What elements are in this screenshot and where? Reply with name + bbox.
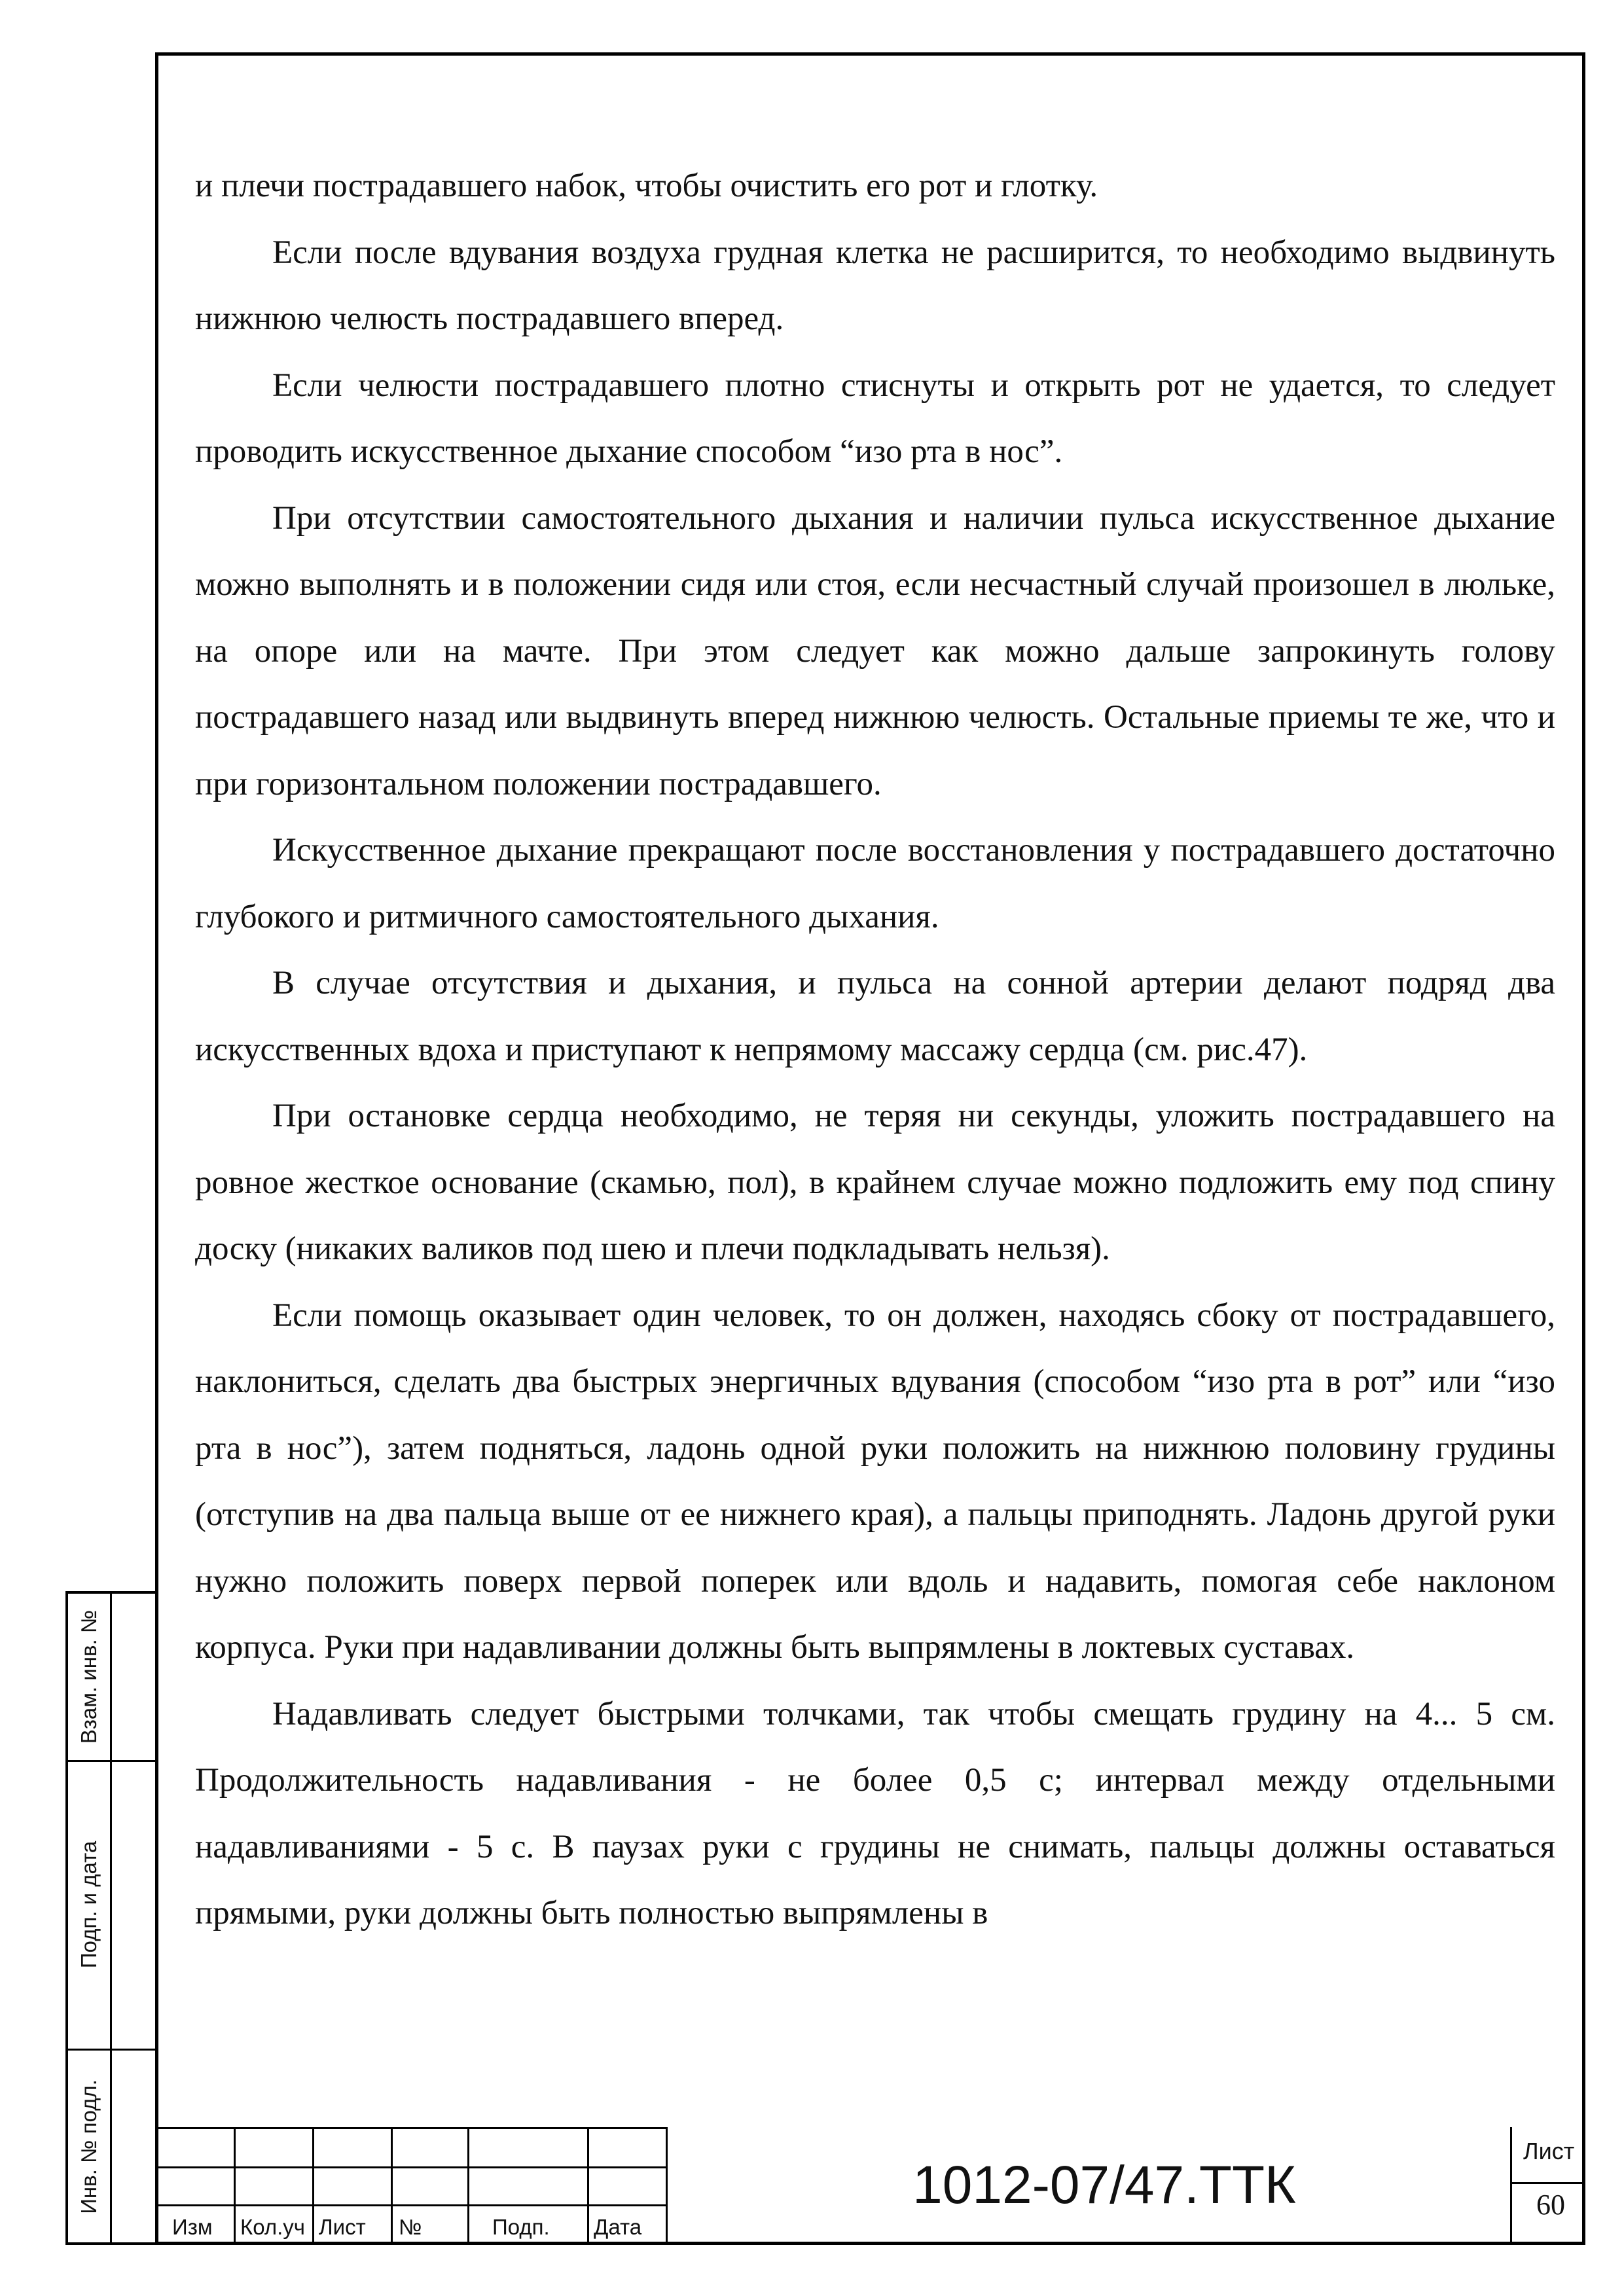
col-change: Изм bbox=[172, 2215, 213, 2239]
side-stamp-divider bbox=[110, 1594, 112, 2242]
title-block-line bbox=[467, 2127, 469, 2245]
col-quantity: Кол.уч bbox=[240, 2215, 305, 2239]
paragraph: При отсутствии самостоятельного дыхания и наличии пульса искусственное дыхание можно выполнять и в положении сидя или стоя, если несчастный случай произошел в люльке, на опоре или на мачте. При этом следует как можно дальше запрокинуть голову пострадавшего назад или выдвинуть вперед нижнюю челюсть. Остальные приемы те же, что и при горизонтальном положении пострадавшего. bbox=[195, 499, 1555, 802]
col-date: Дата bbox=[594, 2215, 642, 2239]
side-stamp bbox=[65, 1591, 155, 2245]
sheet-label: Лист bbox=[1523, 2138, 1575, 2164]
document-id: 1012-07/47.ТТК bbox=[912, 2155, 1296, 2215]
paragraph: Если после вдувания воздуха грудная клетка не расширится, то необходимо выдвинуть нижнюю челюсть пострадавшего вперед. bbox=[195, 234, 1555, 337]
paragraph: Надавливать следует быстрыми толчками, так чтобы смещать грудину на 4... 5 см. Продолжительность надавливания - не более 0,5 с; интервал между отдельными надавливаниями - 5 с. В паузах руки с грудины не снимать, пальцы должны оставаться прямыми, руки должны быть полностью выпрямлены в bbox=[195, 1695, 1555, 1931]
original-inventory-label: Инв. № подл. bbox=[77, 2079, 101, 2214]
title-block bbox=[155, 2127, 1585, 2245]
title-block-line bbox=[587, 2127, 589, 2245]
title-block-line bbox=[155, 2127, 666, 2129]
title-block-line bbox=[391, 2127, 393, 2245]
paragraph: Если челюсти пострадавшего плотно стиснуты и открыть рот не удается, то следует проводить искусственное дыхание способом “изо рта в нос”. bbox=[195, 367, 1555, 470]
title-block-line bbox=[312, 2127, 314, 2245]
document-body bbox=[195, 153, 1555, 1947]
replacement-inventory-cell bbox=[68, 1594, 110, 1760]
col-number: № bbox=[399, 2215, 422, 2239]
paragraph: При остановке сердца необходимо, не теряя ни секунды, уложить пострадавшего на ровное жесткое основание (скамью, пол), в крайнем случае можно подложить ему под спину доску (никаких валиков под шею и плечи подкладывать нельзя). bbox=[195, 1098, 1555, 1267]
paragraph: Искусственное дыхание прекращают после восстановления у пострадавшего достаточно глубокого и ритмичного самостоятельного дыхания. bbox=[195, 832, 1555, 935]
paragraph: В случае отсутствия и дыхания, и пульса на сонной артерии делают подряд два искусственных вдоха и приступают к непрямому массажу сердца (см. рис.47). bbox=[195, 965, 1555, 1068]
paragraph: и плечи пострадавшего набок, чтобы очистить его рот и глотку. bbox=[195, 168, 1098, 204]
col-sheet: Лист bbox=[319, 2215, 366, 2239]
paragraph: Если помощь оказывает один человек, то он должен, находясь сбоку от пострадавшего, наклониться, сделать два быстрых энергичных вдувания (способом “изо рта в рот” или “изо рта в нос”), затем подняться, ладонь одной руки положить на нижнюю половину грудины (отступив на два пальца выше от ее нижнего края), а пальцы приподнять. Ладонь другой руки нужно положить поверх первой поперек или вдоль и надавить, помогая себе наклоном корпуса. Руки при надавливании должны быть выпрямлены в локтевых суставах. bbox=[195, 1297, 1555, 1666]
col-signature: Подп. bbox=[492, 2215, 550, 2239]
original-inventory-cell bbox=[68, 2049, 110, 2245]
title-block-line bbox=[155, 2166, 666, 2168]
title-block-line bbox=[155, 2204, 666, 2206]
title-block-line bbox=[234, 2127, 236, 2245]
signature-date-cell bbox=[68, 1760, 110, 2049]
sheet-number: 60 bbox=[1536, 2189, 1565, 2221]
replacement-inventory-label: Взам. инв. № bbox=[77, 1609, 101, 1744]
signature-date-label: Подп. и дата bbox=[77, 1840, 101, 1968]
